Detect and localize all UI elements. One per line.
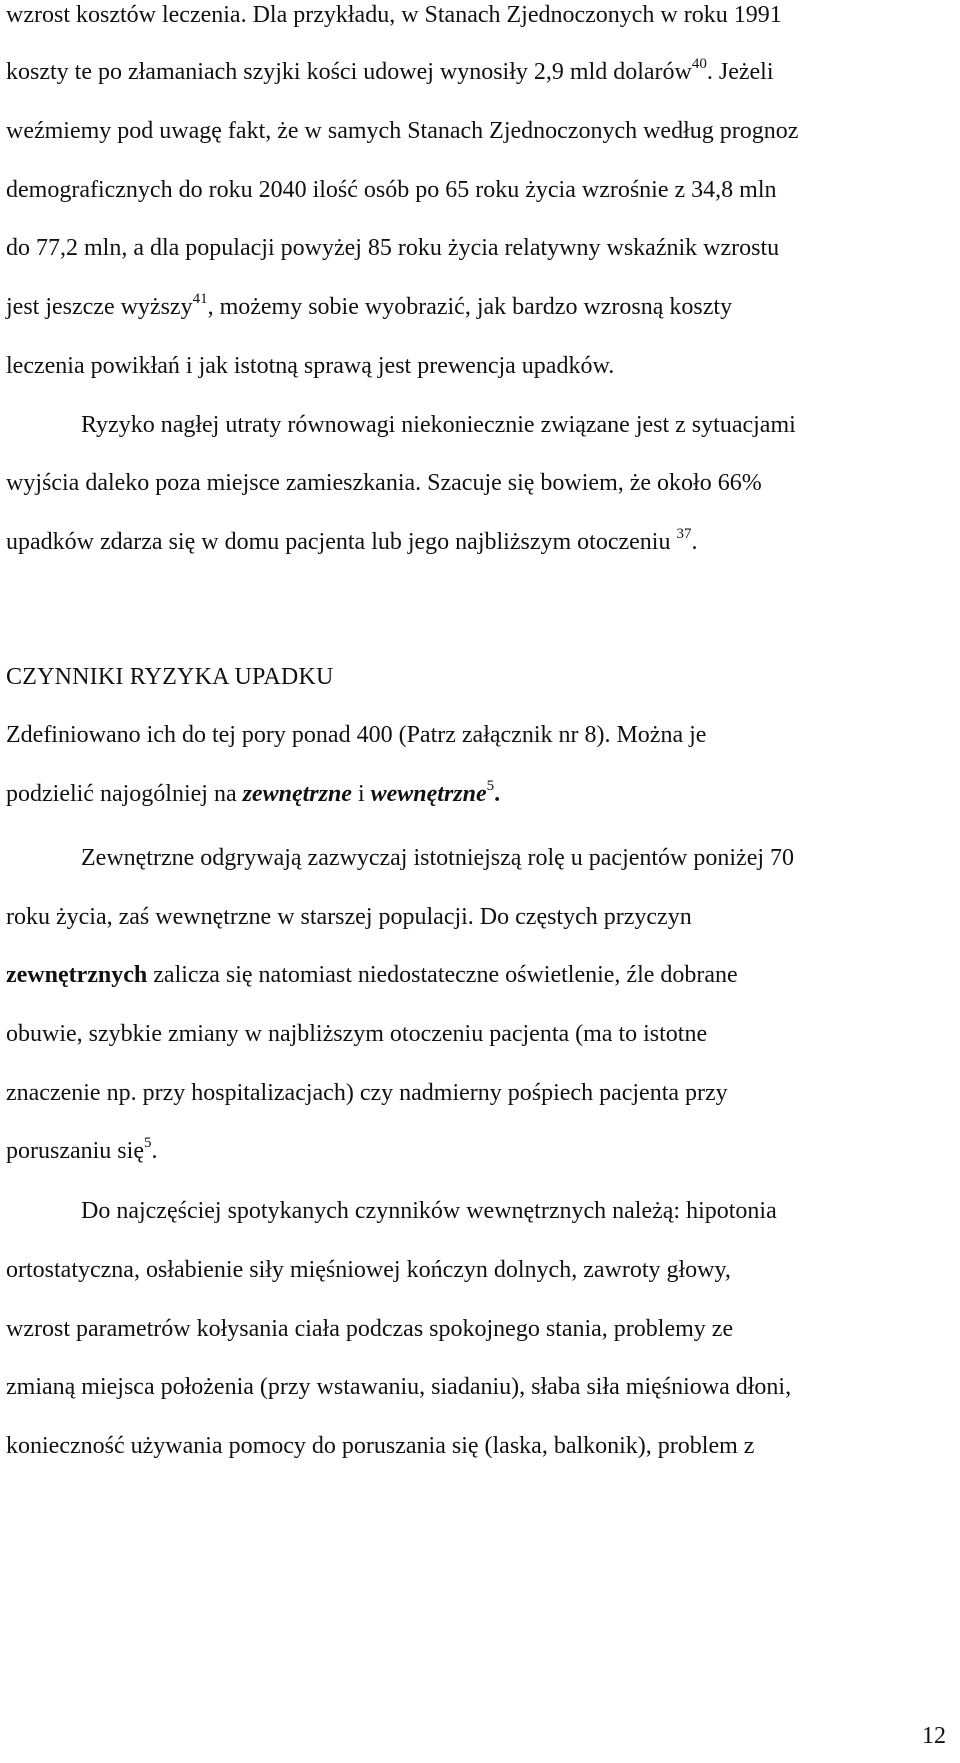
- paragraph-3-line-1: [6, 720, 706, 750]
- paragraph-1-line-2: [6, 57, 774, 87]
- text-run: wyjścia daleko poza miejsce zamieszkania. Szacuje się bowiem, że około 66%: [6, 470, 762, 496]
- text-run: leczenia powikłań i jak istotną sprawą jest prewencja upadków.: [6, 353, 615, 379]
- paragraph-1-line-4: [6, 175, 776, 205]
- heading-text: CZYNNIKI RYZYKA UPADKU: [6, 664, 334, 690]
- paragraph-5-line-4: [6, 1372, 791, 1402]
- paragraph-1-line-7: [6, 351, 614, 381]
- emphasis-text: zewnętrzne: [242, 781, 352, 807]
- bold-text: zewnętrznych: [6, 962, 148, 988]
- footnote-ref: 37: [676, 526, 692, 542]
- paragraph-5-line-1: [81, 1196, 777, 1226]
- paragraph-1-line-1: [6, 0, 782, 30]
- text-run: i: [351, 781, 371, 807]
- paragraph-1-line-3: [6, 116, 798, 146]
- text-run: do 77,2 mln, a dla populacji powyżej 85 roku życia relatywny wskaźnik wzrostu: [6, 235, 780, 261]
- text-run: podzielić najogólniej na: [6, 781, 243, 807]
- footnote-ref: 41: [192, 291, 208, 307]
- text-run: Do najczęściej spotykanych czynników wewnętrznych należą: hipotonia: [81, 1198, 777, 1224]
- paragraph-5-line-3: [6, 1314, 733, 1344]
- text-run: weźmiemy pod uwagę fakt, że w samych Stanach Zjednoczonych według prognoz: [6, 118, 799, 144]
- text-run: roku życia, zaś wewnętrzne w starszej populacji. Do częstych przyczyn: [6, 904, 692, 930]
- text-run: jest jeszcze wyższy: [6, 294, 193, 320]
- text-run: .: [151, 1138, 158, 1164]
- text-run: poruszaniu się: [6, 1138, 144, 1164]
- text-run: obuwie, szybkie zmiany w najbliższym otoczeniu pacjenta (ma to istotne: [6, 1021, 708, 1047]
- paragraph-4-line-6: [6, 1136, 157, 1166]
- text-run: . Jeżeli: [706, 59, 774, 85]
- paragraph-2-line-3: [6, 527, 697, 557]
- text-run: .: [494, 781, 501, 807]
- text-run: Ryzyko nagłej utraty równowagi niekoniecznie związane jest z sytuacjami: [81, 412, 796, 438]
- text-run: zmianą miejsca położenia (przy wstawaniu, siadaniu), słaba siła mięśniowa dłoni,: [6, 1374, 792, 1400]
- paragraph-4-line-2: [6, 902, 692, 932]
- text-run: wzrost parametrów kołysania ciała podczas spokojnego stania, problemy ze: [6, 1316, 734, 1342]
- footnote-ref: 5: [486, 778, 495, 794]
- text-run: konieczność używania pomocy do poruszania się (laska, balkonik), problem z: [6, 1433, 755, 1459]
- emphasis-text: wewnętrzne: [370, 781, 487, 807]
- paragraph-2-line-2: [6, 468, 762, 498]
- footnote-ref: 40: [691, 56, 707, 72]
- paragraph-1-line-6: [6, 292, 732, 322]
- text-run: znaczenie np. przy hospitalizacjach) czy nadmierny pośpiech pacjenta przy: [6, 1080, 728, 1106]
- paragraph-2-line-1: [81, 410, 796, 440]
- paragraph-4-line-5: [6, 1078, 728, 1108]
- paragraph-1-line-5: [6, 233, 779, 263]
- text-run: zalicza się natomiast niedostateczne oświetlenie, źle dobrane: [147, 962, 738, 988]
- paragraph-5-line-5: [6, 1431, 754, 1461]
- text-run: , możemy sobie wyobrazić, jak bardzo wzrosną koszty: [207, 294, 733, 320]
- paragraph-4-line-1: [81, 843, 794, 873]
- page-number: 12: [922, 1723, 946, 1749]
- paragraph-3-line-2: [6, 779, 500, 809]
- text-run: demograficznych do roku 2040 ilość osób po 65 roku życia wzrośnie z 34,8 mln: [6, 177, 777, 203]
- text-run: upadków zdarza się w domu pacjenta lub jego najbliższym otoczeniu: [6, 529, 677, 555]
- footnote-ref: 5: [143, 1135, 152, 1151]
- section-heading: [6, 662, 334, 692]
- text-run: koszty te po złamaniach szyjki kości udowej wynosiły 2,9 mld dolarów: [6, 59, 692, 85]
- text-run: ortostatyczna, osłabienie siły mięśniowej kończyn dolnych, zawroty głowy,: [6, 1257, 731, 1283]
- text-run: Zewnętrzne odgrywają zazwyczaj istotniejszą rolę u pacjentów poniżej 70: [81, 845, 795, 871]
- text-run: .: [691, 529, 698, 555]
- text-run: Zdefiniowano ich do tej pory ponad 400 (Patrz załącznik nr 8). Można je: [6, 722, 707, 748]
- paragraph-4-line-3: [6, 960, 738, 990]
- paragraph-5-line-2: [6, 1255, 731, 1285]
- text-run: wzrost kosztów leczenia. Dla przykładu, w Stanach Zjednoczonych w roku 1991: [6, 2, 782, 28]
- paragraph-4-line-4: [6, 1019, 707, 1049]
